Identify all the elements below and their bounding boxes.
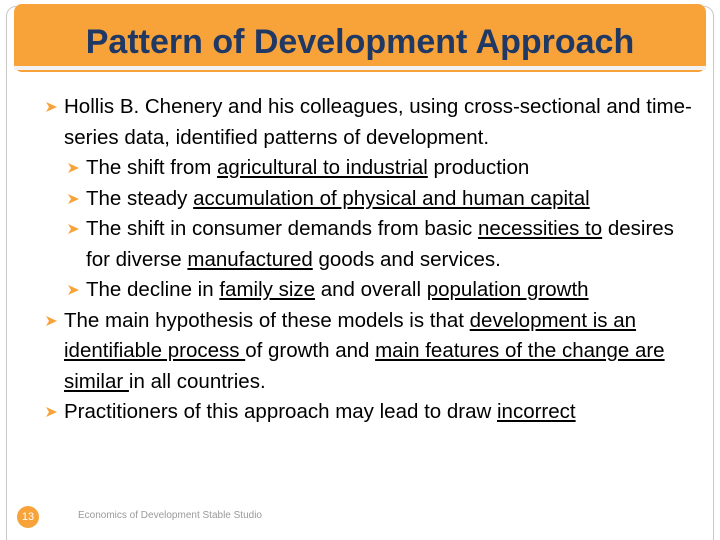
text-segment: and overall xyxy=(315,278,427,301)
underlined-phrase: manufactured xyxy=(187,247,313,271)
text-segment: of growth and xyxy=(245,339,376,362)
arrow-bullet-icon xyxy=(44,92,64,122)
bullet-text xyxy=(64,397,692,428)
underlined-phrase: family size xyxy=(219,278,316,301)
slide-number: 13 xyxy=(17,506,39,528)
text-segment: The decline in xyxy=(86,278,220,301)
arrow-bullet-icon xyxy=(44,397,64,427)
title-underline xyxy=(14,66,706,70)
bullet-list xyxy=(44,92,692,428)
bullet-item xyxy=(44,306,692,398)
text-segment: Practitioners of this approach may lead to draw xyxy=(64,400,497,423)
bullet-item xyxy=(44,92,692,153)
arrow-bullet-icon xyxy=(66,184,86,214)
underlined-phrase: agricultural to industrial xyxy=(217,156,428,179)
bullet-text xyxy=(64,306,692,398)
bullet-item xyxy=(44,397,692,428)
bullet-text xyxy=(86,278,589,301)
arrow-bullet-icon xyxy=(44,306,64,336)
underlined-phrase: accumulation of physical and human capital xyxy=(193,186,590,210)
text-segment: Hollis B. Chenery and his colleagues, using cross-sectional and time-series data, identified patterns of development. xyxy=(64,95,692,149)
sub-bullet-item xyxy=(66,214,692,275)
bullet-text xyxy=(86,187,590,210)
arrow-bullet-icon xyxy=(66,153,86,183)
text-segment: The shift in consumer demands from basic xyxy=(86,217,478,240)
text-segment: desires for diverse xyxy=(86,217,674,271)
sub-bullet-item xyxy=(66,184,692,215)
underlined-phrase: population growth xyxy=(426,278,589,301)
underlined-phrase: incorrect xyxy=(497,400,576,423)
sub-bullet-item xyxy=(66,275,692,306)
sub-bullet-item xyxy=(66,153,692,184)
bullet-text xyxy=(86,217,674,271)
text-segment: production xyxy=(427,156,530,179)
text-segment: The shift from xyxy=(86,156,218,179)
text-segment: The steady xyxy=(86,186,194,210)
slide-footer: Economics of Development Stable Studio xyxy=(78,510,262,521)
underlined-phrase: main features of the change are similar xyxy=(64,339,665,393)
slide-title: Pattern of Development Approach xyxy=(85,23,635,61)
text-segment: The main hypothesis of these models is that xyxy=(64,308,470,332)
text-segment: in all countries. xyxy=(128,369,266,393)
bullet-text xyxy=(64,92,692,153)
underlined-phrase: development is an identifiable process xyxy=(64,308,637,362)
arrow-bullet-icon xyxy=(66,214,86,244)
bullet-text xyxy=(86,156,529,179)
text-segment: goods and services. xyxy=(312,247,501,271)
underlined-phrase: necessities to xyxy=(477,217,603,240)
arrow-bullet-icon xyxy=(66,275,86,305)
